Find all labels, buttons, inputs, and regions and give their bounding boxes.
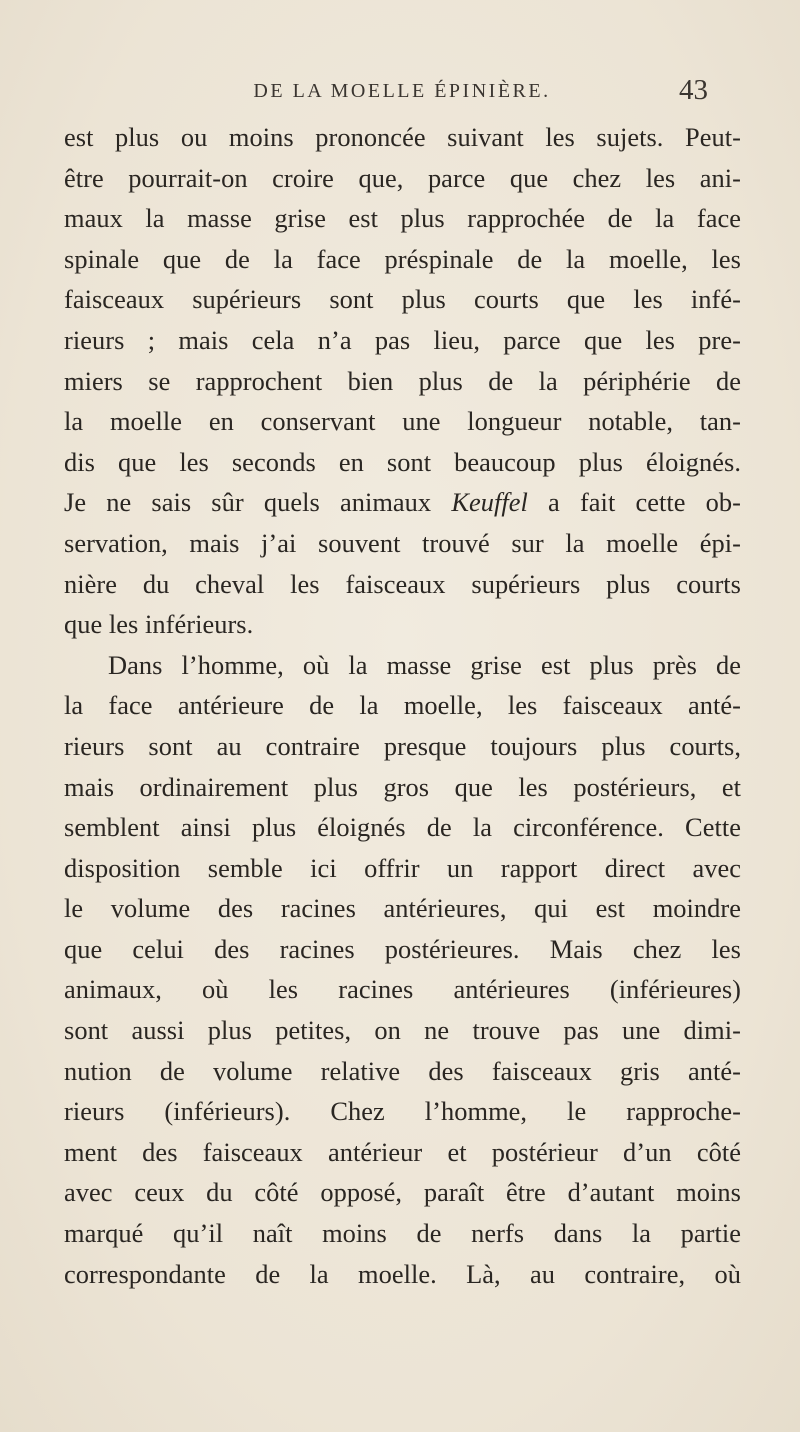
body-text	[64, 117, 741, 1294]
running-head	[96, 74, 708, 114]
text-line: avec ceux du côté opposé, paraît être d’autant moins	[64, 1177, 741, 1208]
text-line: que les inférieurs.	[64, 609, 254, 640]
text-line: maux la masse grise est plus rapprochée de la face	[64, 203, 741, 234]
text-line-with-italic	[64, 482, 741, 523]
italic-author-name: Keuffel	[451, 487, 528, 518]
text-line: faisceaux supérieurs sont plus courts que les infé-	[64, 284, 741, 315]
text-line: rieurs sont au contraire presque toujours plus courts,	[64, 730, 741, 761]
text-fragment: Je ne sais sûr quels animaux	[64, 487, 452, 518]
text-fragment: a fait cette ob-	[527, 487, 741, 518]
paragraph-start-line: Dans l’homme, où la masse grise est plus près de	[108, 649, 741, 680]
text-line: servation, mais j’ai souvent trouvé sur la moelle épi-	[64, 527, 741, 558]
text-line: animaux, où les racines antérieures (inférieures)	[64, 974, 741, 1005]
text-line: être pourrait-on croire que, parce que chez les ani-	[64, 162, 741, 193]
text-line: correspondante de la moelle. Là, au contraire, où	[64, 1258, 741, 1289]
text-line: le volume des racines antérieures, qui est moindre	[64, 893, 741, 924]
text-line: est plus ou moins prononcée suivant les sujets. Peut-	[64, 122, 741, 152]
text-line: la face antérieure de la moelle, les faisceaux anté-	[64, 690, 741, 721]
running-title: DE LA MOELLE ÉPINIÈRE.	[253, 80, 551, 102]
text-line: rieurs ; mais cela n’a pas lieu, parce que les pre-	[64, 324, 741, 355]
text-line: semblent ainsi plus éloignés de la circonférence. Cette	[64, 812, 741, 843]
text-line: disposition semble ici offrir un rapport direct avec	[64, 852, 741, 883]
text-line: miers se rapprochent bien plus de la périphérie de	[64, 365, 741, 396]
text-line: mais ordinairement plus gros que les postérieurs, et	[64, 771, 741, 802]
text-line: que celui des racines postérieures. Mais chez les	[64, 933, 741, 964]
text-line: sont aussi plus petites, on ne trouve pas une dimi-	[64, 1015, 741, 1046]
text-line: dis que les seconds en sont beaucoup plus éloignés.	[64, 446, 741, 477]
text-line: ment des faisceaux antérieur et postérieur d’un côté	[64, 1136, 741, 1167]
text-line: rieurs (inférieurs). Chez l’homme, le rapproche-	[64, 1096, 741, 1127]
text-line: nution de volume relative des faisceaux gris anté-	[64, 1055, 741, 1086]
text-line: la moelle en conservant une longueur notable, tan-	[64, 406, 741, 437]
text-line: spinale que de la face préspinale de la moelle, les	[64, 243, 741, 274]
text-line: marqué qu’il naît moins de nerfs dans la partie	[64, 1218, 741, 1249]
text-line: nière du cheval les faisceaux supérieurs plus courts	[64, 568, 741, 599]
page-number: 43	[679, 74, 708, 106]
